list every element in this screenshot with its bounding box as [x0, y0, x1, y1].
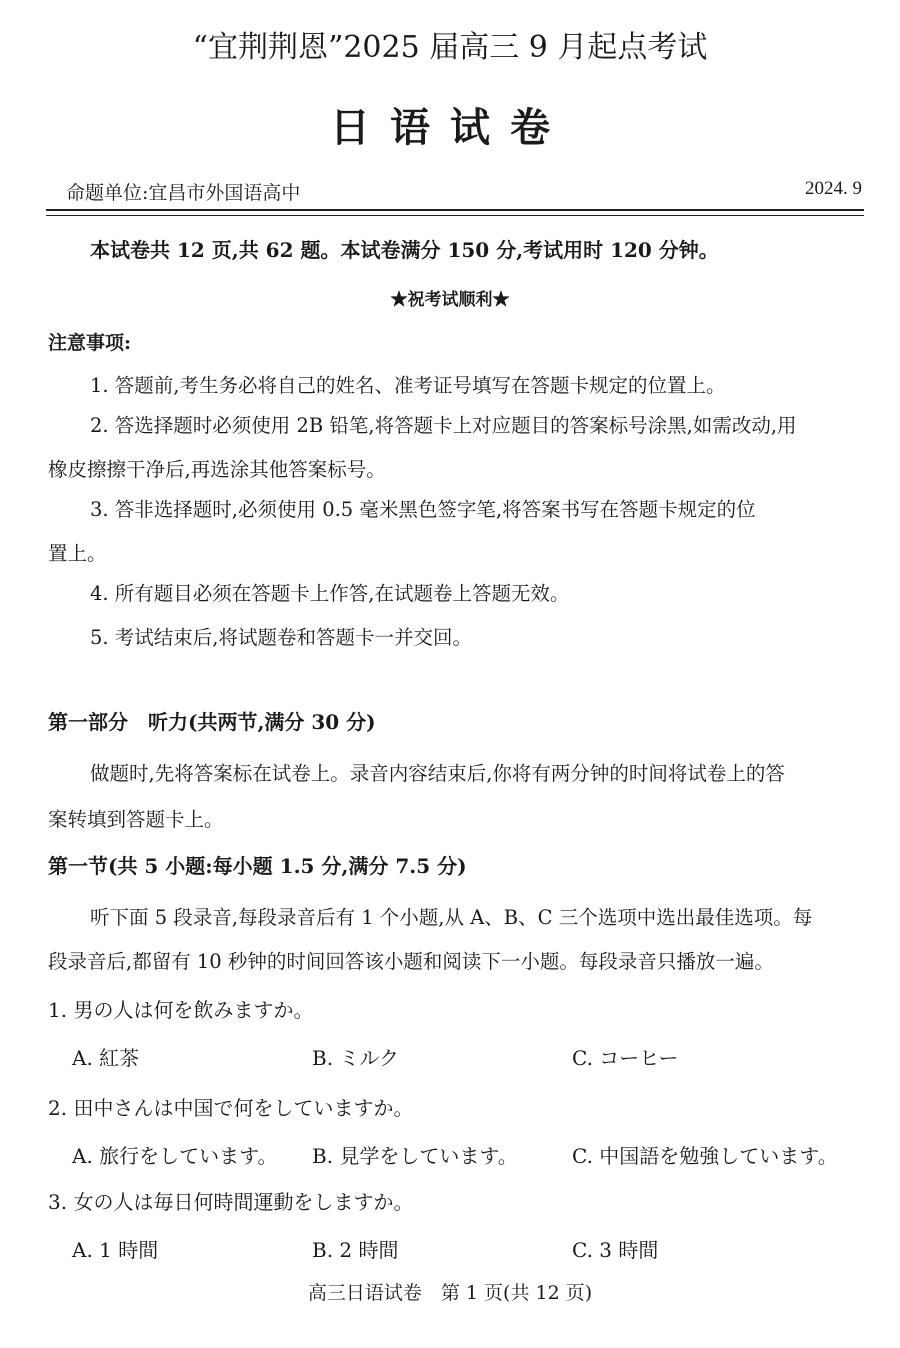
part1-heading: 第一部分 听力(共两节,满分 30 分): [48, 710, 376, 734]
question-2-option-b: B. 見学をしています。: [312, 1144, 518, 1168]
notice-item-3: 3. 答非选择题时,必须使用 0.5 毫米黑色签字笔,将答案书写在答题卡规定的位: [90, 498, 756, 521]
exam-title: “宜荆荆恩”2025 届高三 9 月起点考试: [192, 30, 708, 65]
part1-desc-line2: 案转填到答题卡上。: [48, 808, 224, 831]
question-3-option-b: B. 2 時間: [312, 1238, 399, 1262]
question-1-option-c: C. コーヒー: [572, 1046, 679, 1070]
notice-item-2-cont: 橡皮擦擦干净后,再选涂其他答案标号。: [48, 458, 386, 481]
question-3: 3. 女の人は毎日何時間運動をしますか。: [48, 1190, 414, 1214]
header-rule-thick: [46, 209, 864, 211]
question-1-option-b: B. ミルク: [312, 1046, 400, 1070]
header-rule-thin: [46, 215, 864, 216]
question-3-option-c: C. 3 時間: [572, 1238, 659, 1262]
section1-heading: 第一节(共 5 小题:每小题 1.5 分,满分 7.5 分): [48, 854, 467, 878]
setter-unit: 命题单位:宜昌市外国语高中: [66, 182, 301, 204]
notice-item-4: 4. 所有题目必须在答题卡上作答,在试题卷上答题无效。: [90, 582, 570, 605]
notice-item-3-cont: 置上。: [48, 542, 107, 565]
question-1-option-a: A. 紅茶: [72, 1046, 140, 1070]
exam-intro: 本试卷共 12 页,共 62 题。本试卷满分 150 分,考试用时 120 分钟。: [90, 238, 719, 262]
question-2: 2. 田中さんは中国で何をしていますか。: [48, 1096, 414, 1120]
question-1: 1. 男の人は何を飲みますか。: [48, 998, 314, 1022]
section1-desc-line2: 段录音后,都留有 10 秒钟的时间回答该小题和阅读下一小题。每段录音只播放一遍。: [48, 950, 774, 973]
good-luck-line: ★祝考试顺利★: [390, 290, 510, 310]
notice-heading: 注意事项:: [48, 332, 132, 354]
notice-item-5: 5. 考试结束后,将试题卷和答题卡一并交回。: [90, 626, 473, 649]
subject-title: 日语试卷: [330, 105, 570, 151]
part1-desc-line1: 做题时,先将答案标在试卷上。录音内容结束后,你将有两分钟的时间将试卷上的答: [90, 762, 785, 785]
question-2-option-a: A. 旅行をしています。: [72, 1144, 278, 1168]
question-2-option-c: C. 中国語を勉強しています。: [572, 1144, 838, 1168]
exam-date: 2024. 9: [805, 178, 862, 199]
section1-desc-line1: 听下面 5 段录音,每段录音后有 1 个小题,从 A、B、C 三个选项中选出最佳选项。每: [90, 906, 813, 929]
page-footer: 高三日语试卷 第 1 页(共 12 页): [307, 1282, 593, 1304]
notice-item-1: 1. 答题前,考生务必将自己的姓名、准考证号填写在答题卡规定的位置上。: [90, 374, 726, 397]
notice-item-2: 2. 答选择题时必须使用 2B 铅笔,将答题卡上对应题目的答案标号涂黑,如需改动,用: [90, 414, 797, 437]
question-3-option-a: A. 1 時間: [72, 1238, 159, 1262]
